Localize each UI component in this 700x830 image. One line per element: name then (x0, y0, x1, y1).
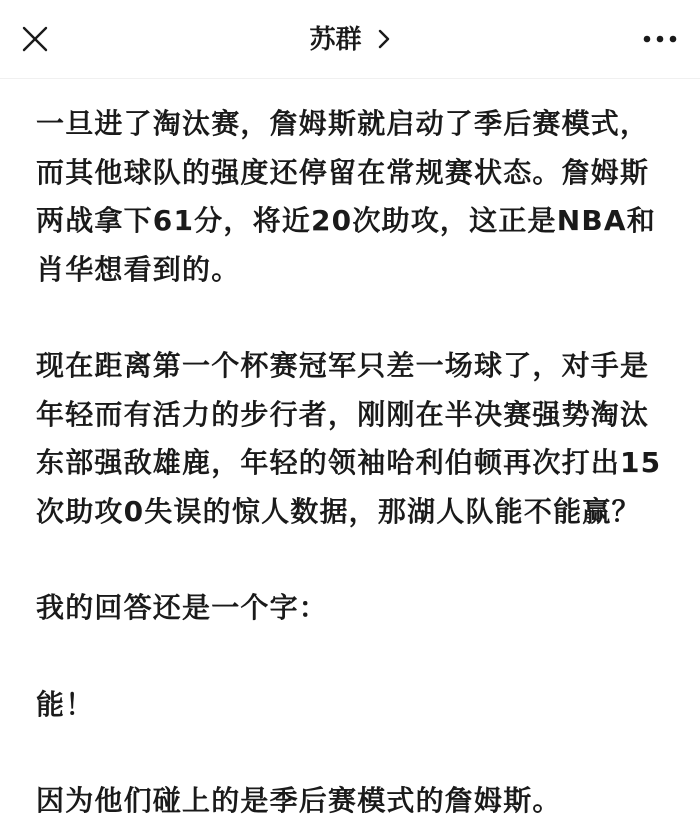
article-paragraph-3: 我的回答还是一个字： (36, 591, 329, 624)
article-paragraph-4: 能！ (36, 687, 95, 721)
more-dots-icon (642, 26, 678, 52)
page-title: 苏群 (309, 24, 362, 55)
article-body (36, 100, 668, 826)
article-paragraph-5: 因为他们碰上的是季后赛模式的詹姆斯。 (36, 784, 562, 817)
top-navigation-bar (0, 0, 700, 79)
article-paragraph-2: 现在距离第一个杯赛冠军只差一场球了，对手是年轻而有活力的步行者，刚刚在半决赛强势淘汰东部强敌雄鹿，年轻的领袖哈利伯顿再次打出15次助攻0失误的惊人数据，那湖人队能不能赢？ (36, 349, 662, 528)
article-paragraph-1: 一旦进了淘汰赛，詹姆斯就启动了季后赛模式，而其他球队的强度还停留在常规赛状态。詹姆斯两战拿下61分，将近20次助攻，这正是NBA和肖华想看到的。 (36, 107, 656, 286)
account-title-link[interactable] (0, 22, 700, 57)
chevron-right-icon (377, 28, 391, 50)
more-options-button[interactable] (642, 26, 678, 52)
